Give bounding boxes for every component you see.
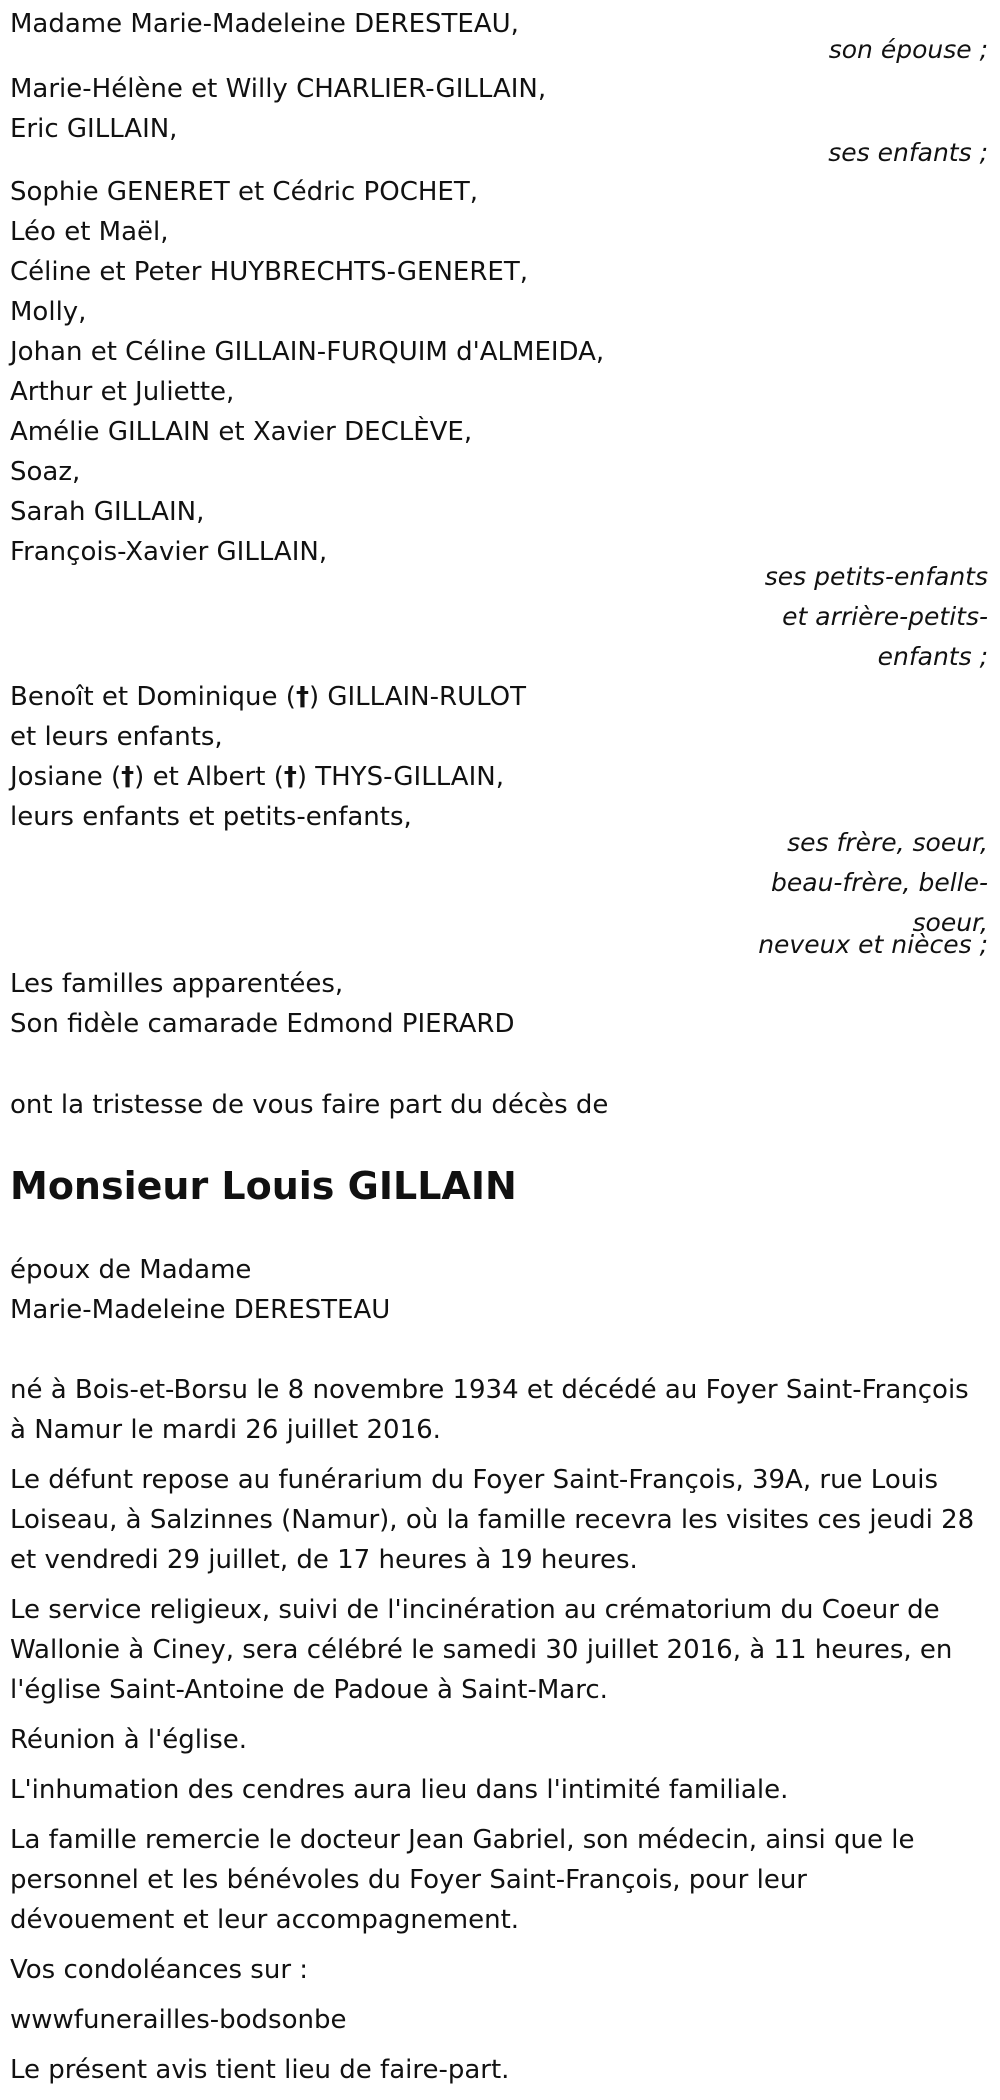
grandchildren-line: Sarah GILLAIN, xyxy=(10,497,205,527)
repose-line: Loiseau, à Salzinnes (Namur), où la famille recevra les visites ces jeudi 28 xyxy=(10,1505,975,1535)
siblings-text: ) THYS-GILLAIN, xyxy=(296,762,504,792)
grandchildren-role-line: et arrière-petits- xyxy=(782,602,988,631)
children-line: Eric GILLAIN, xyxy=(10,114,178,144)
siblings-role-line: neveux et nièces ; xyxy=(758,930,988,959)
grandchildren-role-line: ses petits-enfants xyxy=(764,562,988,591)
grandchildren-line: Arthur et Juliette, xyxy=(10,377,235,407)
burial-text: L'inhumation des cendres aura lieu dans l'intimité familiale. xyxy=(10,1775,789,1805)
grandchildren-line: Johan et Céline GILLAIN-FURQUIM d'ALMEIDA, xyxy=(10,337,605,367)
thanks-line: dévouement et leur accompagnement. xyxy=(10,1905,520,1935)
others-line: Son fidèle camarade Edmond PIERARD xyxy=(10,1009,515,1039)
children-line: Marie-Hélène et Willy CHARLIER-GILLAIN, xyxy=(10,74,547,104)
grandchildren-line: Amélie GILLAIN et Xavier DECLÈVE, xyxy=(10,417,473,447)
siblings-role-line: beau-frère, belle- xyxy=(771,868,988,897)
grandchildren-line: François-Xavier GILLAIN, xyxy=(10,537,328,567)
siblings-text: ) et Albert ( xyxy=(134,762,284,792)
service-line: l'église Saint-Antoine de Padoue à Saint-Marc. xyxy=(10,1675,608,1705)
meeting-text: Réunion à l'église. xyxy=(10,1725,248,1755)
repose-line: Le défunt repose au funérarium du Foyer Saint-François, 39A, rue Louis xyxy=(10,1465,938,1495)
siblings-line xyxy=(10,760,504,794)
siblings-text: ) GILLAIN-RULOT xyxy=(308,682,527,712)
repose-line: et vendredi 29 juillet, de 17 heures à 19 heures. xyxy=(10,1545,638,1575)
spouse-role: son épouse ; xyxy=(828,35,988,64)
deceased-spouse-line: époux de Madame xyxy=(10,1255,252,1285)
grandchildren-line: Léo et Maël, xyxy=(10,217,169,247)
deceased-name: Monsieur Louis GILLAIN xyxy=(10,1164,517,1208)
birth-death-line: né à Bois-et-Borsu le 8 novembre 1934 et décédé au Foyer Saint-François xyxy=(10,1375,969,1405)
cross-icon: † xyxy=(121,762,135,792)
others-line: Les familles apparentées, xyxy=(10,969,344,999)
birth-death-line: à Namur le mardi 26 juillet 2016. xyxy=(10,1415,441,1445)
children-role: ses enfants ; xyxy=(828,138,988,167)
cross-icon: † xyxy=(295,682,309,712)
siblings-text: Josiane ( xyxy=(10,762,122,792)
thanks-line: La famille remercie le docteur Jean Gabriel, son médecin, ainsi que le xyxy=(10,1825,915,1855)
siblings-role-line: soeur, xyxy=(912,908,988,937)
deceased-spouse-line: Marie-Madeleine DERESTEAU xyxy=(10,1295,391,1325)
thanks-line: personnel et les bénévoles du Foyer Saint-François, pour leur xyxy=(10,1865,807,1895)
announcement-text: ont la tristesse de vous faire part du décès de xyxy=(10,1090,609,1120)
siblings-line xyxy=(10,680,526,714)
grandchildren-line: Sophie GENERET et Cédric POCHET, xyxy=(10,177,478,207)
grandchildren-line: Céline et Peter HUYBRECHTS-GENERET, xyxy=(10,257,528,287)
grandchildren-line: Molly, xyxy=(10,297,87,327)
siblings-line: leurs enfants et petits-enfants, xyxy=(10,802,412,832)
closing-text: Le présent avis tient lieu de faire-part. xyxy=(10,2055,510,2085)
siblings-text: Benoît et Dominique ( xyxy=(10,682,296,712)
grandchildren-line: Soaz, xyxy=(10,457,81,487)
website-link[interactable]: wwwfunerailles-bodsonbe xyxy=(10,2005,347,2035)
spouse-name: Madame Marie-Madeleine DERESTEAU, xyxy=(10,9,519,39)
siblings-line: et leurs enfants, xyxy=(10,722,223,752)
cross-icon: † xyxy=(283,762,297,792)
siblings-role-line: ses frère, soeur, xyxy=(787,828,988,857)
grandchildren-role-line: enfants ; xyxy=(877,642,988,671)
service-line: Wallonie à Ciney, sera célébré le samedi 30 juillet 2016, à 11 heures, en xyxy=(10,1635,953,1665)
condolences-text: Vos condoléances sur : xyxy=(10,1955,309,1985)
service-line: Le service religieux, suivi de l'incinération au crématorium du Coeur de xyxy=(10,1595,940,1625)
